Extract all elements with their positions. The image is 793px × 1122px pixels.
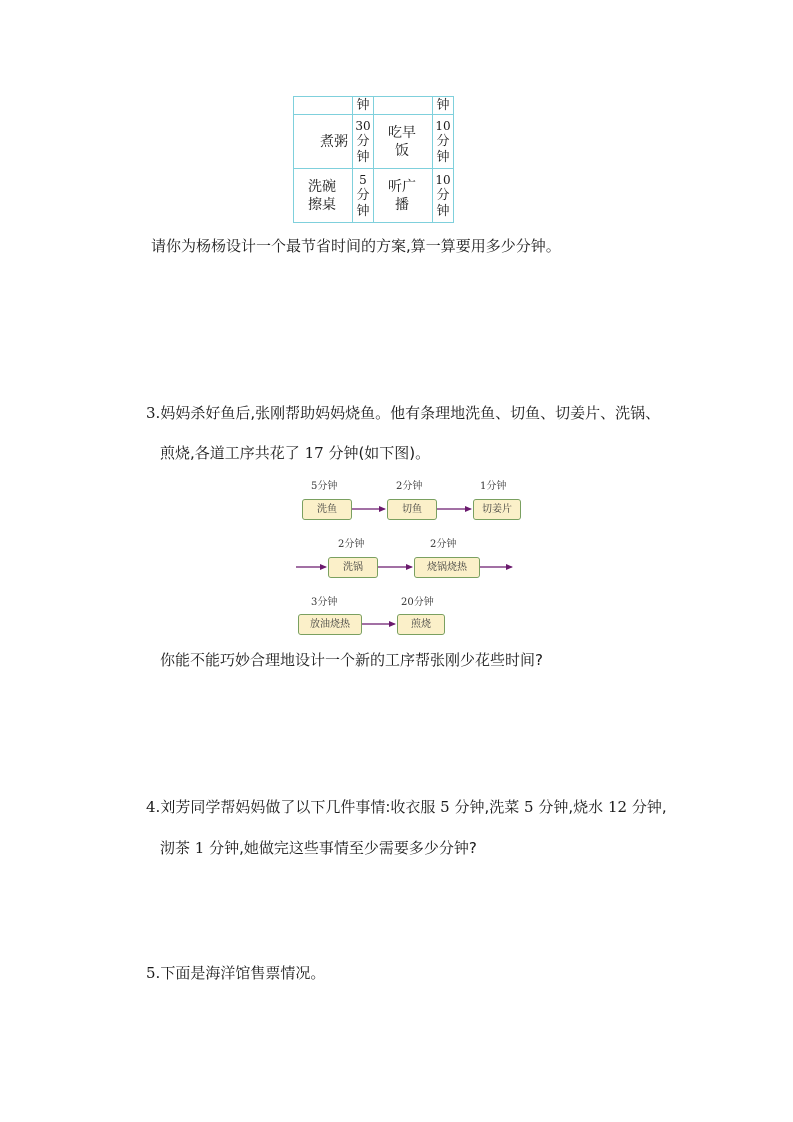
- step-time-label: 1分钟: [480, 481, 507, 492]
- time-cell: 10 分 钟: [433, 169, 454, 223]
- step-box: 切鱼: [387, 499, 437, 520]
- q4-number: 4.: [146, 798, 161, 816]
- q4-line2: [160, 838, 477, 858]
- q3-question: 你能不能巧妙合理地设计一个新的工序帮张刚少花些时间?: [160, 651, 543, 669]
- q4-value: 5: [524, 798, 534, 816]
- step-time-label: 2分钟: [430, 539, 457, 550]
- task-cell: 听广 播: [374, 169, 433, 223]
- task-cell: 吃早 饭: [374, 115, 433, 169]
- step-box: 烧锅烧热: [414, 557, 480, 578]
- q4-text: 分钟,烧水: [538, 798, 604, 816]
- step-time-label: 20分钟: [401, 597, 434, 608]
- step-box: 放油烧热: [298, 614, 362, 635]
- step-time-label: 3分钟: [311, 597, 338, 608]
- q4-line1: [146, 797, 667, 817]
- table-cell: 钟: [353, 97, 374, 115]
- q4-text: 刘芳同学帮妈妈做了以下几件事情:收衣服: [160, 798, 436, 816]
- q3-text-2a: 煎烧,各道工序共花了: [160, 444, 300, 462]
- step-time-label: 2分钟: [396, 481, 423, 492]
- q5-text: 下面是海洋馆售票情况。: [160, 964, 326, 982]
- time-cell: 30 分 钟: [353, 115, 374, 169]
- q3-number: 3.: [146, 404, 161, 422]
- q2-prompt: 请你为杨杨设计一个最节省时间的方案,算一算要用多少分钟。: [151, 237, 561, 255]
- q3-text-1: 妈妈杀好鱼后,张刚帮助妈妈烧鱼。他有条理地洗鱼、切鱼、切姜片、洗锅、: [160, 404, 661, 422]
- q4-value: 5: [440, 798, 450, 816]
- task-cell: 洗碗 擦桌: [294, 169, 353, 223]
- q5-line: [146, 963, 325, 983]
- step-time-label: 5分钟: [311, 481, 338, 492]
- step-box: 切姜片: [473, 499, 521, 520]
- step-box: 煎烧: [397, 614, 445, 635]
- time-cell: 5 分 钟: [353, 169, 374, 223]
- q4-text: 沏茶: [160, 839, 191, 857]
- q4-value: 12: [607, 798, 628, 816]
- task-cell: 煮粥: [294, 115, 353, 169]
- q5-number: 5.: [146, 964, 161, 982]
- q4-text: 分钟,: [631, 798, 667, 816]
- step-box: 洗锅: [328, 557, 378, 578]
- q3-total: 17: [304, 444, 324, 462]
- step-time-label: 2分钟: [338, 539, 365, 550]
- table-cell: 钟: [433, 97, 454, 115]
- time-cell: 10 分 钟: [433, 115, 454, 169]
- q4-value: 1: [194, 839, 205, 857]
- q3-text-2b: 分钟(如下图)。: [328, 444, 431, 462]
- q4-text: 分钟,洗菜: [454, 798, 520, 816]
- q4-text: 分钟,她做完这些事情至少需要多少分钟?: [209, 839, 477, 857]
- step-box: 洗鱼: [302, 499, 352, 520]
